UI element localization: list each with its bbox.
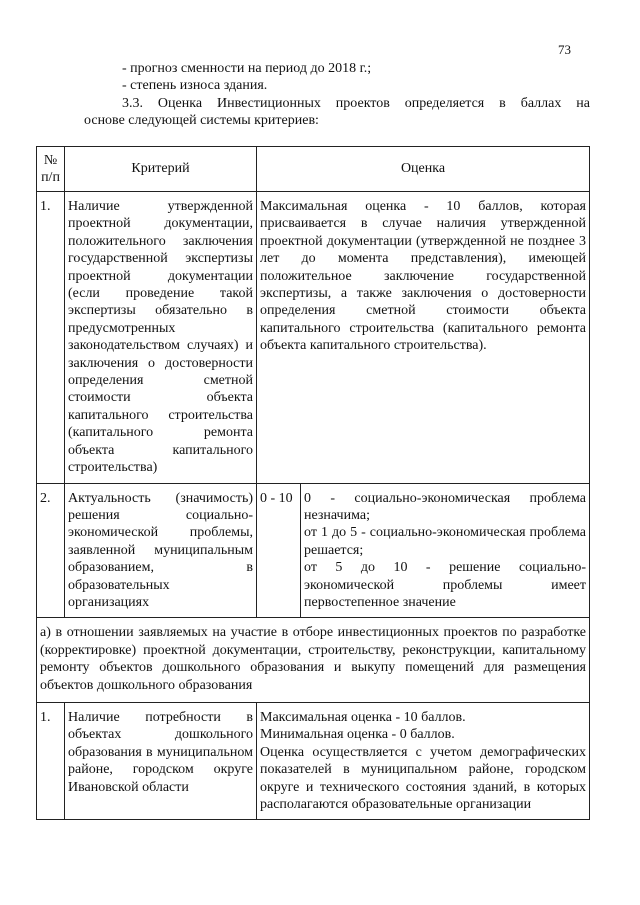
criterion-text: Наличие потребности в объектах дошкольного образования в муниципальном районе, городском округе Ивановской области <box>68 709 253 795</box>
header-score: Оценка <box>257 147 590 192</box>
row-num: 1. <box>37 702 65 819</box>
intro-line: 3.3. Оценка Инвестиционных проектов определяется в баллах на <box>122 95 590 111</box>
row-criterion <box>65 702 257 819</box>
section-heading: а) в отношении заявляемых на участие в отборе инвестиционных проектов по разработке (корректировке) проектной документации, строительству, реконструкции, капитальному ремонту объектов дошкольного образования и выкупу помещений для размещения объектов дошкольного образования <box>37 618 590 703</box>
table-row <box>37 702 590 819</box>
criterion-text: Наличие утвержденной проектной документации, положительного заключения государственной экспертизы проектной документации (если проведение такой экспертизы обязательно в предусмотренных законодательством случаях) и заключения о достоверности определения сметной стоимости объекта капитального строительства (капитального ремонта объекта капитального строительства) <box>68 199 253 476</box>
page-number: 73 <box>558 42 571 57</box>
row-score-range: 0 - 10 <box>257 483 301 618</box>
row-score <box>257 192 590 484</box>
row-criterion <box>65 192 257 484</box>
table-header-row <box>37 147 590 192</box>
score-text: Максимальная оценка - 10 баллов, которая присваивается в случае наличия утвержденной проектной документации (утвержденной не позднее 3 лет до момента представления), имеющей положительное заключение государственной экспертизы, а также заключения о достоверности определения сметной стоимости объекта капитального строительства (капитального ремонта объекта капитального строительства). <box>260 199 586 354</box>
score-line: от 5 до 10 - решение социально-экономической проблемы имеет первостепенное значение <box>304 560 586 610</box>
score-line: от 1 до 5 - социально-экономическая проблема решается; <box>304 525 586 558</box>
criterion-text: Актуальность (значимость) решения социально-экономической проблемы, заявленной муниципальным образованием, в образовательных организациях <box>68 490 253 610</box>
score-line: Максимальная оценка - 10 баллов. <box>260 709 466 725</box>
intro-line: - прогноз сменности на период до 2018 г.; <box>122 61 372 76</box>
score-line: Оценка осуществляется с учетом демографических показателей в муниципальном районе, городском округе и технического состояния зданий, в которых располагаются образовательные организации <box>260 744 586 812</box>
header-num: № п/п <box>37 147 65 192</box>
header-criterion: Критерий <box>65 147 257 192</box>
intro-text <box>84 60 590 130</box>
row-score <box>301 483 590 618</box>
score-line: 0 - социально-экономическая проблема незначима; <box>304 490 586 523</box>
intro-line: основе следующей системы критериев: <box>84 113 319 129</box>
intro-line: - степень износа здания. <box>122 78 268 94</box>
row-num: 1. <box>37 192 65 484</box>
table-row <box>37 483 590 618</box>
row-score <box>257 702 590 819</box>
score-line: Минимальная оценка - 0 баллов. <box>260 727 455 743</box>
row-criterion <box>65 483 257 618</box>
table-row <box>37 192 590 484</box>
criteria-table <box>36 146 590 820</box>
row-num: 2. <box>37 483 65 618</box>
section-heading-row <box>37 618 590 703</box>
